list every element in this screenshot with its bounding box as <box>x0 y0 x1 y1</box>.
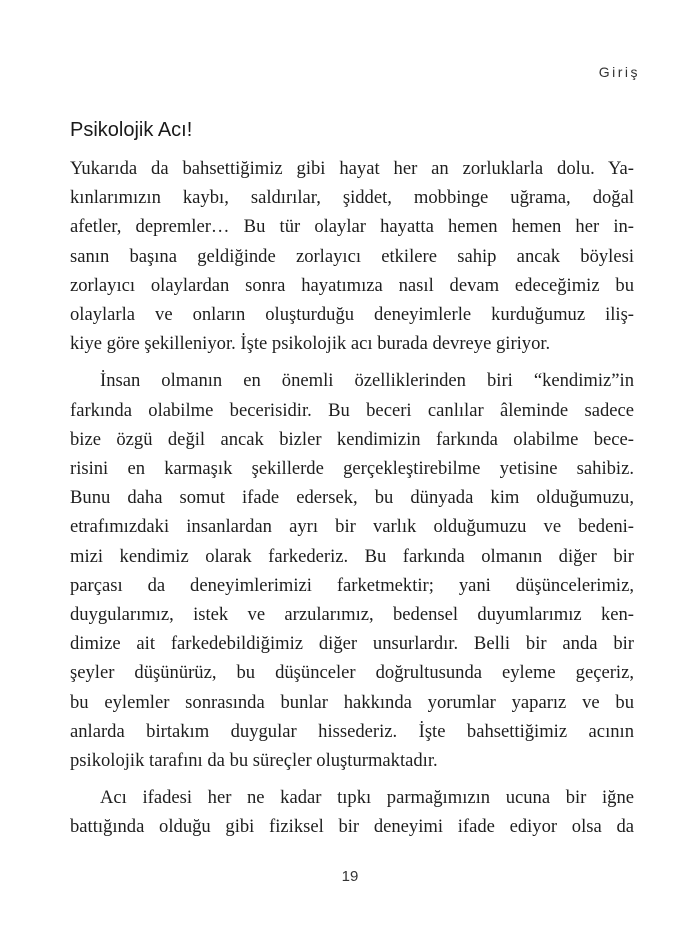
text-line: afetler, depremler… Bu tür olaylar hayatta hemen hemen her in- <box>70 216 634 238</box>
text-line: farkında olabilme becerisidir. Bu beceri canlılar âleminde sadece <box>70 399 634 421</box>
section-title: Psikolojik Acı! <box>70 119 193 141</box>
text-line: mizi kendimiz olarak farkederiz. Bu farkında olmanın diğer bir <box>70 545 634 567</box>
text-line: sanın başına geldiğinde zorlayıcı etkilere sahip ancak böylesi <box>70 245 634 267</box>
paragraph-3 <box>70 783 634 841</box>
text-line: bize özgü değil ancak bizler kendimizin farkında olabilme bece- <box>70 428 634 450</box>
text-line: kiye göre şekilleniyor. İşte psikolojik acı burada devreye giriyor. <box>70 333 551 355</box>
page-number: 19 <box>341 868 359 885</box>
text-line: şeyler düşünürüz, bu düşünceler doğrultusunda eyleme geçeriz, <box>70 662 634 684</box>
text-line: anlarda birtakım duygular hissederiz. İşte bahsettiğimiz acının <box>70 720 634 742</box>
text-line: psikolojik tarafını da bu süreçler oluşturmaktadır. <box>70 750 438 772</box>
text-line: battığında olduğu gibi fiziksel bir deneyimi ifade ediyor olsa da <box>70 816 634 838</box>
text-line: duygularımız, istek ve arzularımız, bedensel duyumlarımız ken- <box>70 604 634 626</box>
text-line: Acı ifadesi her ne kadar tıpkı parmağımızın ucuna bir iğne <box>100 787 634 809</box>
text-line: Yukarıda da bahsettiğimiz gibi hayat her an zorluklarla dolu. Ya- <box>70 158 634 179</box>
text-line: zorlayıcı olaylardan sonra hayatımıza nasıl devam edeceğimiz bu <box>70 274 634 296</box>
text-line: risini en karmaşık şekillerde gerçekleştirebilme yetisine sahibiz. <box>70 458 634 480</box>
paragraph-1 <box>70 154 634 358</box>
running-head: Giriş <box>598 64 640 80</box>
text-line: kınlarımızın kaybı, saldırılar, şiddet, mobbinge uğrama, doğal <box>70 187 634 209</box>
text-line: dimize ait farkedebildiğimiz diğer unsurlardır. Belli bir anda bir <box>70 633 634 655</box>
paragraph-2 <box>70 366 634 775</box>
text-line: olaylarla ve onların oluşturduğu deneyimlerle kurduğumuz iliş- <box>70 304 634 326</box>
text-line: İnsan olmanın en önemli özelliklerinden biri “kendimiz”in <box>100 370 634 392</box>
text-line: Bunu daha somut ifade edersek, bu dünyada kim olduğumuzu, <box>70 487 634 509</box>
text-line: parçası da deneyimlerimizi farketmektir; yani düşüncelerimiz, <box>70 574 634 596</box>
text-line: bu eylemler sonrasında bunlar hakkında yorumlar yaparız ve bu <box>70 691 634 713</box>
text-line: etrafımızdaki insanlardan ayrı bir varlık olduğumuzu ve bedeni- <box>70 516 634 538</box>
page-body <box>70 112 634 842</box>
